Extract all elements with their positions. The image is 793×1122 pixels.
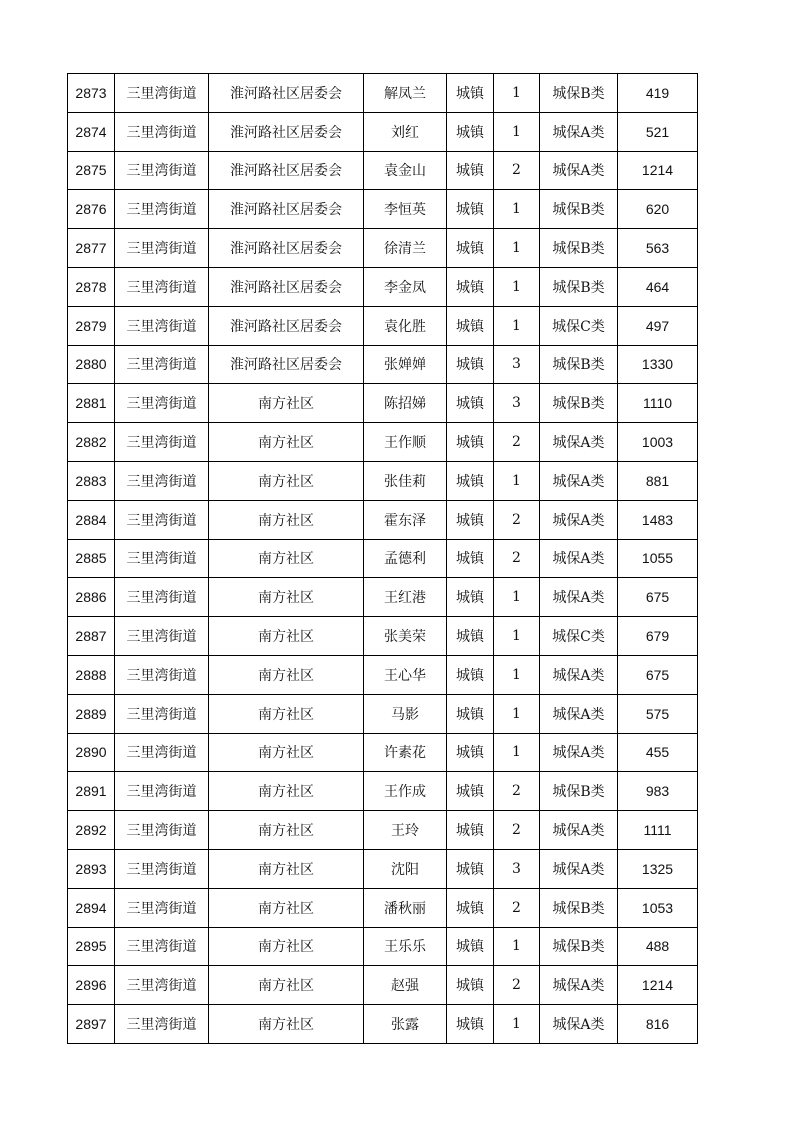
cell-category: 城保B类 bbox=[540, 772, 618, 811]
cell-household-type: 城镇 bbox=[447, 112, 494, 151]
cell-member-count: 1 bbox=[494, 733, 540, 772]
cell-street: 三里湾街道 bbox=[115, 888, 209, 927]
cell-household-type: 城镇 bbox=[447, 733, 494, 772]
cell-serial-number: 2897 bbox=[68, 1005, 115, 1044]
cell-amount: 1111 bbox=[618, 811, 698, 850]
cell-category: 城保C类 bbox=[540, 617, 618, 656]
cell-household-type: 城镇 bbox=[447, 306, 494, 345]
cell-member-count: 1 bbox=[494, 578, 540, 617]
cell-category: 城保B类 bbox=[540, 74, 618, 113]
cell-category: 城保A类 bbox=[540, 655, 618, 694]
cell-household-type: 城镇 bbox=[447, 423, 494, 462]
table-row bbox=[68, 500, 698, 539]
cell-community: 淮河路社区居委会 bbox=[209, 112, 364, 151]
cell-amount: 1214 bbox=[618, 966, 698, 1005]
cell-community: 南方社区 bbox=[209, 655, 364, 694]
cell-member-count: 1 bbox=[494, 267, 540, 306]
cell-serial-number: 2894 bbox=[68, 888, 115, 927]
table-row bbox=[68, 190, 698, 229]
cell-person-name: 张佳莉 bbox=[364, 461, 447, 500]
cell-household-type: 城镇 bbox=[447, 772, 494, 811]
cell-community: 淮河路社区居委会 bbox=[209, 151, 364, 190]
cell-category: 城保A类 bbox=[540, 461, 618, 500]
cell-community: 南方社区 bbox=[209, 500, 364, 539]
cell-street: 三里湾街道 bbox=[115, 384, 209, 423]
table-row bbox=[68, 927, 698, 966]
cell-member-count: 1 bbox=[494, 190, 540, 229]
cell-serial-number: 2884 bbox=[68, 500, 115, 539]
table-row bbox=[68, 578, 698, 617]
cell-household-type: 城镇 bbox=[447, 849, 494, 888]
cell-household-type: 城镇 bbox=[447, 384, 494, 423]
cell-household-type: 城镇 bbox=[447, 539, 494, 578]
cell-street: 三里湾街道 bbox=[115, 1005, 209, 1044]
cell-member-count: 2 bbox=[494, 500, 540, 539]
cell-community: 南方社区 bbox=[209, 461, 364, 500]
cell-street: 三里湾街道 bbox=[115, 267, 209, 306]
cell-category: 城保A类 bbox=[540, 694, 618, 733]
cell-street: 三里湾街道 bbox=[115, 306, 209, 345]
table-row bbox=[68, 733, 698, 772]
cell-street: 三里湾街道 bbox=[115, 733, 209, 772]
cell-street: 三里湾街道 bbox=[115, 539, 209, 578]
cell-serial-number: 2880 bbox=[68, 345, 115, 384]
cell-person-name: 赵强 bbox=[364, 966, 447, 1005]
cell-category: 城保A类 bbox=[540, 1005, 618, 1044]
cell-household-type: 城镇 bbox=[447, 927, 494, 966]
assistance-table bbox=[67, 73, 698, 1044]
cell-member-count: 1 bbox=[494, 74, 540, 113]
cell-serial-number: 2888 bbox=[68, 655, 115, 694]
cell-person-name: 许素花 bbox=[364, 733, 447, 772]
cell-person-name: 王作顺 bbox=[364, 423, 447, 462]
table-row bbox=[68, 229, 698, 268]
table-row bbox=[68, 772, 698, 811]
cell-serial-number: 2891 bbox=[68, 772, 115, 811]
cell-member-count: 1 bbox=[494, 655, 540, 694]
cell-community: 南方社区 bbox=[209, 888, 364, 927]
cell-community: 南方社区 bbox=[209, 578, 364, 617]
cell-member-count: 2 bbox=[494, 888, 540, 927]
cell-amount: 1325 bbox=[618, 849, 698, 888]
cell-household-type: 城镇 bbox=[447, 578, 494, 617]
cell-amount: 675 bbox=[618, 578, 698, 617]
table-row bbox=[68, 1005, 698, 1044]
table-body bbox=[68, 74, 698, 1044]
cell-category: 城保B类 bbox=[540, 190, 618, 229]
cell-community: 南方社区 bbox=[209, 384, 364, 423]
cell-street: 三里湾街道 bbox=[115, 151, 209, 190]
cell-amount: 679 bbox=[618, 617, 698, 656]
cell-member-count: 3 bbox=[494, 345, 540, 384]
cell-amount: 816 bbox=[618, 1005, 698, 1044]
cell-community: 南方社区 bbox=[209, 694, 364, 733]
cell-amount: 1055 bbox=[618, 539, 698, 578]
cell-member-count: 1 bbox=[494, 617, 540, 656]
cell-member-count: 1 bbox=[494, 927, 540, 966]
cell-serial-number: 2887 bbox=[68, 617, 115, 656]
cell-amount: 1003 bbox=[618, 423, 698, 462]
table-row bbox=[68, 461, 698, 500]
cell-serial-number: 2881 bbox=[68, 384, 115, 423]
cell-community: 淮河路社区居委会 bbox=[209, 267, 364, 306]
cell-person-name: 霍东泽 bbox=[364, 500, 447, 539]
cell-member-count: 2 bbox=[494, 151, 540, 190]
cell-amount: 521 bbox=[618, 112, 698, 151]
cell-street: 三里湾街道 bbox=[115, 617, 209, 656]
cell-community: 南方社区 bbox=[209, 617, 364, 656]
cell-member-count: 2 bbox=[494, 966, 540, 1005]
cell-person-name: 马影 bbox=[364, 694, 447, 733]
cell-street: 三里湾街道 bbox=[115, 423, 209, 462]
cell-serial-number: 2889 bbox=[68, 694, 115, 733]
cell-serial-number: 2896 bbox=[68, 966, 115, 1005]
cell-serial-number: 2890 bbox=[68, 733, 115, 772]
cell-serial-number: 2893 bbox=[68, 849, 115, 888]
cell-serial-number: 2873 bbox=[68, 74, 115, 113]
cell-person-name: 王玲 bbox=[364, 811, 447, 850]
cell-community: 淮河路社区居委会 bbox=[209, 229, 364, 268]
cell-community: 南方社区 bbox=[209, 811, 364, 850]
cell-category: 城保B类 bbox=[540, 267, 618, 306]
cell-category: 城保C类 bbox=[540, 306, 618, 345]
cell-amount: 464 bbox=[618, 267, 698, 306]
cell-person-name: 刘红 bbox=[364, 112, 447, 151]
cell-community: 淮河路社区居委会 bbox=[209, 306, 364, 345]
cell-person-name: 李恒英 bbox=[364, 190, 447, 229]
cell-street: 三里湾街道 bbox=[115, 655, 209, 694]
cell-street: 三里湾街道 bbox=[115, 461, 209, 500]
cell-amount: 675 bbox=[618, 655, 698, 694]
cell-street: 三里湾街道 bbox=[115, 966, 209, 1005]
cell-person-name: 袁化胜 bbox=[364, 306, 447, 345]
cell-member-count: 1 bbox=[494, 694, 540, 733]
cell-amount: 1110 bbox=[618, 384, 698, 423]
cell-street: 三里湾街道 bbox=[115, 772, 209, 811]
cell-community: 淮河路社区居委会 bbox=[209, 190, 364, 229]
cell-category: 城保B类 bbox=[540, 229, 618, 268]
cell-serial-number: 2877 bbox=[68, 229, 115, 268]
cell-member-count: 1 bbox=[494, 1005, 540, 1044]
table-row bbox=[68, 849, 698, 888]
cell-category: 城保A类 bbox=[540, 112, 618, 151]
cell-amount: 620 bbox=[618, 190, 698, 229]
table-row bbox=[68, 74, 698, 113]
table-row bbox=[68, 306, 698, 345]
cell-member-count: 2 bbox=[494, 423, 540, 462]
cell-serial-number: 2875 bbox=[68, 151, 115, 190]
cell-person-name: 王红港 bbox=[364, 578, 447, 617]
table-row bbox=[68, 423, 698, 462]
cell-member-count: 3 bbox=[494, 849, 540, 888]
cell-street: 三里湾街道 bbox=[115, 229, 209, 268]
cell-member-count: 2 bbox=[494, 539, 540, 578]
cell-amount: 497 bbox=[618, 306, 698, 345]
cell-household-type: 城镇 bbox=[447, 267, 494, 306]
cell-household-type: 城镇 bbox=[447, 655, 494, 694]
cell-community: 南方社区 bbox=[209, 423, 364, 462]
cell-person-name: 王乐乐 bbox=[364, 927, 447, 966]
cell-person-name: 陈招娣 bbox=[364, 384, 447, 423]
cell-person-name: 解凤兰 bbox=[364, 74, 447, 113]
cell-member-count: 1 bbox=[494, 306, 540, 345]
cell-member-count: 1 bbox=[494, 112, 540, 151]
cell-community: 淮河路社区居委会 bbox=[209, 74, 364, 113]
cell-street: 三里湾街道 bbox=[115, 811, 209, 850]
table-row bbox=[68, 384, 698, 423]
cell-household-type: 城镇 bbox=[447, 617, 494, 656]
table-row bbox=[68, 112, 698, 151]
cell-community: 南方社区 bbox=[209, 927, 364, 966]
cell-person-name: 潘秋丽 bbox=[364, 888, 447, 927]
table-row bbox=[68, 151, 698, 190]
table-row bbox=[68, 694, 698, 733]
cell-household-type: 城镇 bbox=[447, 694, 494, 733]
cell-amount: 575 bbox=[618, 694, 698, 733]
cell-street: 三里湾街道 bbox=[115, 74, 209, 113]
cell-amount: 983 bbox=[618, 772, 698, 811]
cell-category: 城保B类 bbox=[540, 345, 618, 384]
cell-serial-number: 2878 bbox=[68, 267, 115, 306]
cell-street: 三里湾街道 bbox=[115, 849, 209, 888]
cell-category: 城保A类 bbox=[540, 966, 618, 1005]
cell-household-type: 城镇 bbox=[447, 500, 494, 539]
table-row bbox=[68, 617, 698, 656]
cell-person-name: 张美荣 bbox=[364, 617, 447, 656]
cell-amount: 455 bbox=[618, 733, 698, 772]
cell-community: 南方社区 bbox=[209, 772, 364, 811]
cell-street: 三里湾街道 bbox=[115, 694, 209, 733]
cell-member-count: 2 bbox=[494, 772, 540, 811]
table-row bbox=[68, 539, 698, 578]
cell-household-type: 城镇 bbox=[447, 151, 494, 190]
cell-amount: 419 bbox=[618, 74, 698, 113]
cell-amount: 1330 bbox=[618, 345, 698, 384]
cell-amount: 1214 bbox=[618, 151, 698, 190]
cell-category: 城保B类 bbox=[540, 384, 618, 423]
cell-street: 三里湾街道 bbox=[115, 190, 209, 229]
cell-category: 城保A类 bbox=[540, 578, 618, 617]
cell-person-name: 张露 bbox=[364, 1005, 447, 1044]
cell-household-type: 城镇 bbox=[447, 229, 494, 268]
cell-category: 城保A类 bbox=[540, 811, 618, 850]
cell-member-count: 3 bbox=[494, 384, 540, 423]
cell-community: 南方社区 bbox=[209, 849, 364, 888]
cell-street: 三里湾街道 bbox=[115, 927, 209, 966]
cell-street: 三里湾街道 bbox=[115, 500, 209, 539]
cell-street: 三里湾街道 bbox=[115, 345, 209, 384]
cell-person-name: 徐清兰 bbox=[364, 229, 447, 268]
cell-member-count: 1 bbox=[494, 229, 540, 268]
table-row bbox=[68, 345, 698, 384]
cell-person-name: 孟德利 bbox=[364, 539, 447, 578]
cell-category: 城保B类 bbox=[540, 888, 618, 927]
cell-person-name: 张婵婵 bbox=[364, 345, 447, 384]
cell-street: 三里湾街道 bbox=[115, 112, 209, 151]
cell-person-name: 李金凤 bbox=[364, 267, 447, 306]
cell-household-type: 城镇 bbox=[447, 345, 494, 384]
cell-household-type: 城镇 bbox=[447, 811, 494, 850]
cell-member-count: 2 bbox=[494, 811, 540, 850]
cell-serial-number: 2895 bbox=[68, 927, 115, 966]
cell-amount: 1483 bbox=[618, 500, 698, 539]
cell-category: 城保A类 bbox=[540, 423, 618, 462]
cell-category: 城保A类 bbox=[540, 151, 618, 190]
cell-household-type: 城镇 bbox=[447, 966, 494, 1005]
table-row bbox=[68, 966, 698, 1005]
cell-household-type: 城镇 bbox=[447, 888, 494, 927]
cell-community: 南方社区 bbox=[209, 966, 364, 1005]
cell-community: 南方社区 bbox=[209, 733, 364, 772]
cell-category: 城保A类 bbox=[540, 733, 618, 772]
cell-serial-number: 2885 bbox=[68, 539, 115, 578]
cell-person-name: 沈阳 bbox=[364, 849, 447, 888]
table-row bbox=[68, 811, 698, 850]
cell-serial-number: 2876 bbox=[68, 190, 115, 229]
cell-amount: 1053 bbox=[618, 888, 698, 927]
table-row bbox=[68, 888, 698, 927]
cell-community: 淮河路社区居委会 bbox=[209, 345, 364, 384]
cell-serial-number: 2879 bbox=[68, 306, 115, 345]
cell-amount: 488 bbox=[618, 927, 698, 966]
cell-member-count: 1 bbox=[494, 461, 540, 500]
cell-amount: 563 bbox=[618, 229, 698, 268]
cell-serial-number: 2886 bbox=[68, 578, 115, 617]
cell-person-name: 王心华 bbox=[364, 655, 447, 694]
cell-serial-number: 2882 bbox=[68, 423, 115, 462]
cell-household-type: 城镇 bbox=[447, 1005, 494, 1044]
cell-household-type: 城镇 bbox=[447, 74, 494, 113]
cell-category: 城保B类 bbox=[540, 927, 618, 966]
table-row bbox=[68, 267, 698, 306]
cell-amount: 881 bbox=[618, 461, 698, 500]
cell-household-type: 城镇 bbox=[447, 190, 494, 229]
cell-category: 城保A类 bbox=[540, 500, 618, 539]
cell-serial-number: 2892 bbox=[68, 811, 115, 850]
cell-community: 南方社区 bbox=[209, 539, 364, 578]
cell-serial-number: 2883 bbox=[68, 461, 115, 500]
cell-household-type: 城镇 bbox=[447, 461, 494, 500]
cell-serial-number: 2874 bbox=[68, 112, 115, 151]
cell-street: 三里湾街道 bbox=[115, 578, 209, 617]
cell-person-name: 王作成 bbox=[364, 772, 447, 811]
cell-category: 城保A类 bbox=[540, 849, 618, 888]
cell-community: 南方社区 bbox=[209, 1005, 364, 1044]
cell-person-name: 袁金山 bbox=[364, 151, 447, 190]
cell-category: 城保A类 bbox=[540, 539, 618, 578]
table-row bbox=[68, 655, 698, 694]
